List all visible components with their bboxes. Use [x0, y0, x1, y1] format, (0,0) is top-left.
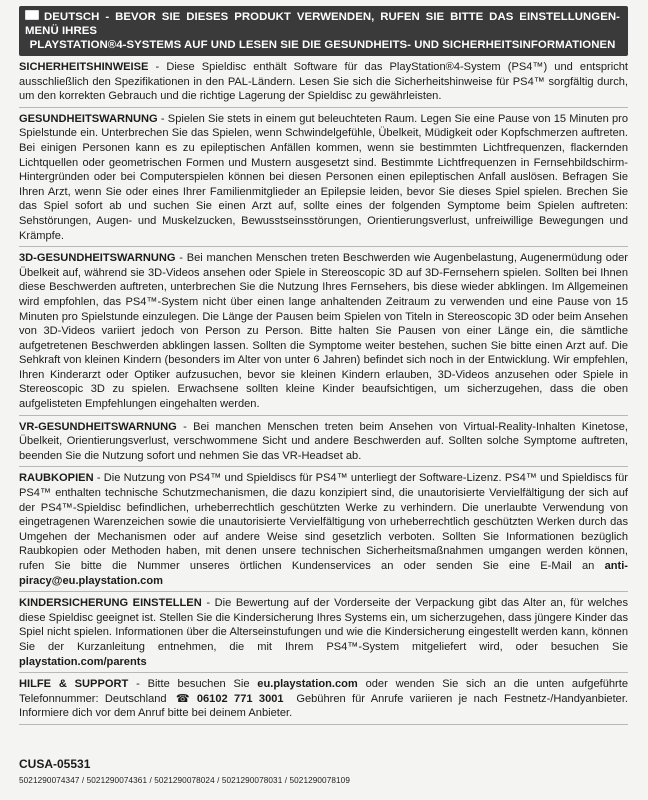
section-vr-health-title: VR-GESUNDHEITSWARNUNG: [19, 420, 177, 433]
section-safety: [19, 60, 628, 108]
section-parental-title: KINDERSICHERUNG EINSTELLEN: [19, 597, 202, 610]
barcode-numbers: 5021290074347 / 5021290074361 / 5021290078024 / 5021290078031 / 5021290078109: [19, 776, 350, 785]
header-language: DEUTSCH: [44, 11, 100, 23]
language-header: [19, 6, 628, 56]
section-support-title: HILFE & SUPPORT: [19, 678, 129, 691]
section-3d-health-text: - Bei manchen Menschen treten Beschwerden wie Augenbelastung, Augenermüdung oder Übelkeit auf, während sie 3D-Videos ansehen oder Spiele in Stereoscopic 3D auf 3D-Fernsehern spielen. Sollten bei Ihnen diese Beschwerden auftreten, unterbrechen Sie die Nutzung Ihres Fernsehers, bis diese wieder abklingen. Im Allgemeinen wird empfohlen, das PS4™-System nicht über einen lange anhaltenden Zeitraum zu verwenden und eine Pause von 15 Minuten pro Spielstunde einzulegen. Die Länge der Pausen beim Spielen von Titeln in Stereoscopic 3D oder beim Ansehen von 3D-Videos variiert jedoch von Person zu Person. Bitte halten Sie Pausen von einer Länge ein, die sämtliche aufgetretenen Beschwerden abklingen lassen. Sollten die Symptome weiter bestehen, suchen Sie bitte einen Arzt auf. Die Sehkraft von kleinen Kindern (besonders im Alter von unter 6 Jahren) befindet sich noch in der Entwicklung. Wir empfehlen, Ihren Kinderarzt oder Optiker aufzusuchen, bevor sie kleinen Kindern erlauben, 3D-Videos anzusehen oder Spiele in Stereoscopic 3D zu spielen. Erwachsene sollten kleine Kinder beaufsichtigen, um sicherzugehen, dass die oben aufgelisteten Empfehlungen eingehalten werden.: [19, 252, 628, 411]
header-line-1: [25, 10, 620, 38]
product-code: CUSA-05531: [19, 757, 91, 771]
parental-url-link[interactable]: playstation.com/parents: [19, 655, 147, 668]
header-text-2: PLAYSTATION®4-SYSTEMS AUF UND LESEN SIE DIE GESUNDHEITS- UND SICHERHEITSINFORMATIONEN: [29, 39, 616, 51]
piracy-email-link[interactable]: anti-piracy@eu.playstation.com: [19, 560, 628, 587]
section-safety-text: - Diese Spieldisc enthält Software für das PlayStation®4-System (PS4™) und entspricht ausschließlich den Spezifikationen in den PAL-Ländern. Lesen Sie sich die Sicherheitshinweise für PS4™ sorgfältig durch, um den korrekten Gebrauch und die richtige Lagerung der Spieldisc zu gewährleisten.: [19, 61, 628, 103]
header-text-1: - BEVOR SIE DIESES PRODUKT VERWENDEN, RUFEN SIE BITTE DAS EINSTELLUNGEN-MENÜ IHRES: [25, 11, 620, 37]
support-text-after: oder wenden Sie sich an die unten aufgeführte Telefonnummer:: [19, 678, 628, 705]
section-piracy-title: RAUBKOPIEN: [19, 472, 94, 485]
section-piracy-text: - Die Nutzung von PS4™ und Spieldiscs für PS4™ unterliegt der Software-Lizenz. PS4™ und Spieldiscs für PS4™ enthalten technische Schutzmechanismen, die dazu konzipiert sind, die unautorisierte Vervielfältigung der sich auf der PS4™-Spieldisc befindlichen, urheberrechtlich geschützten Werke zu verhindern. Die unerlaubte Verwendung von eingetragenen Warenzeichen sowie die unautorisierte Vervielfältigung von urheberrechtlich geschützten Werken durch das Umgehen der Mechanismen oder auf andere Weise sind gesetzlich verboten. Sollten Sie Informationen bezüglich Raubkopien oder Methoden haben, mit denen unsere technischen Sicherheitsmaßnahmen umgangen werden können, rufen Sie bitte die Nummer unseres örtlichen Kundenservices an oder senden Sie eine E-Mail an: [19, 472, 628, 572]
flag-icon: [25, 10, 39, 20]
section-piracy: [19, 471, 628, 592]
section-health-title: GESUNDHEITSWARNUNG: [19, 112, 158, 125]
support-note: Gebühren für Anrufe variieren je nach Festnetz-/Handyanbieter. Informiere dich vor dem Anruf bitte bei deinem Anbieter.: [19, 692, 628, 720]
section-health-text: - Spielen Sie stets in einem gut beleuchteten Raum. Legen Sie eine Pause von 15 Minuten pro Spielstunde ein. Unterbrechen Sie das Spielen, wenn Schwindelgefühle, Übelkeit, Müdigkeit oder Kopfschmerzen auftreten. Bei einigen Personen kann es zu epileptischen Anfällen kommen, wenn sie bestimmten Lichtfrequenzen, flackernden Lichtquellen oder geometrischen Formen und Mustern ausgesetzt sind. Bestimmte Lichtfrequenzen in Fernsehbildschirm-Hintergründen oder bei Computerspielen können bei diesen Personen einen epileptischen Anfall auslösen. Befragen Sie Ihren Arzt, wenn Sie oder eines Ihrer Familienmitglieder an Epilepsie leiden, bevor Sie dieses Spiel spielen. Brechen Sie das Spiel sofort ab und suchen Sie einen Arzt auf, sollte eines der folgenden Symptome beim Spielen auftreten: Sehstörungen, Augen- und Muskelzucken, Bewusstseinsstörungen, Orientierungsverlust, unfreiwillige Bewegungen und Krämpfe.: [19, 112, 628, 242]
support-url-link[interactable]: eu.playstation.com: [257, 678, 358, 691]
support-phone[interactable]: 06102 771 3001: [196, 692, 284, 705]
section-3d-health-title: 3D-GESUNDHEITSWARNUNG: [19, 252, 176, 265]
support-text-before: - Bitte besuchen Sie: [128, 678, 258, 691]
section-support: [19, 677, 628, 725]
footer: [19, 757, 628, 787]
section-health: [19, 112, 628, 247]
section-parental: [19, 596, 628, 673]
phone-icon: ☎: [172, 692, 193, 705]
section-3d-health: [19, 251, 628, 416]
section-parental-text: - Die Bewertung auf der Vorderseite der Verpackung gibt das Alter an, für welches diese Spieldisc geeignet ist. Stellen Sie die Kindersicherung Ihres Systems ein, um sicherzugehen, dass jüngere Kinder das Spiel nicht spielen. Informationen über die Alterseinstufungen und wie die Kindersicherung eingestellt werden kann, können Sie der Kurzanleitung entnehmen, die mit Ihrem PS4™-System mitgeliefert wird, oder besuchen Sie: [19, 597, 628, 653]
support-country: Deutschland: [104, 692, 167, 705]
section-safety-title: SICHERHEITSHINWEISE: [19, 61, 149, 73]
section-vr-health-text: - Bei manchen Menschen treten beim Ansehen von Virtual-Reality-Inhalten Kinetose, Übelkeit, Orientierungsverlust, verschwommene Sicht und andere Beschwerden auf. Sollten solche Symptome auftreten, beenden Sie die Nutzung sofort und nehmen Sie das VR-Headset ab.: [19, 420, 628, 462]
section-vr-health: [19, 420, 628, 468]
